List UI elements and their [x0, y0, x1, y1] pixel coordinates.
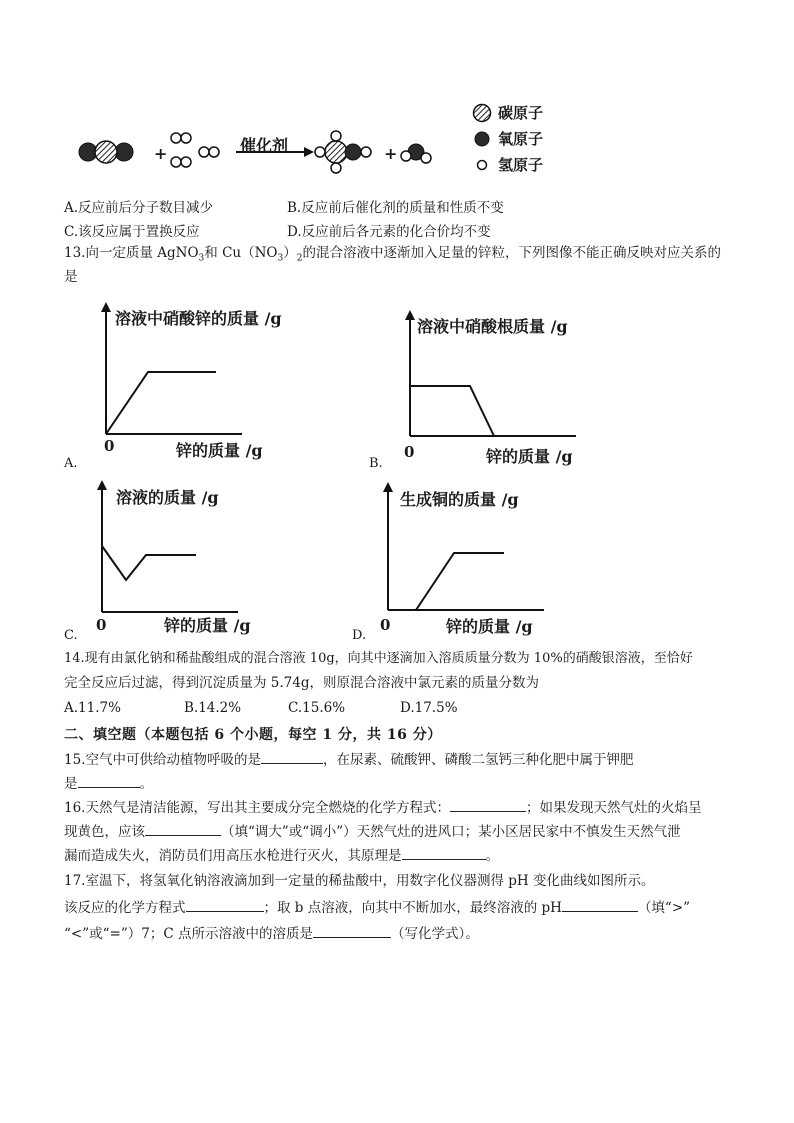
graph-a-xlabel: 锌的质量 /g: [176, 441, 263, 460]
q12-option-a: A.反应前后分子数目减少: [64, 200, 214, 216]
q14-stem-line1: 14.现有由氯化钠和稀盐酸组成的混合溶液 10g，向其中逐滴加入溶质质量分数为 10%的硝酸银溶液，至恰好: [64, 651, 693, 666]
q13-stem-line1: 13.向一定质量 AgNO$_3$和 $Cu(NO_3)_2$的混合溶液中逐渐加入足量的锌粒，下列图像不能正确反映对应关系的: [64, 245, 721, 264]
graph-a-ylabel: 溶液中硝酸锌的质量 /g: [115, 309, 282, 328]
graph-b-letter: B.: [369, 456, 383, 471]
hatched-circle-icon: [472, 103, 492, 123]
graph-b-curve: [410, 386, 494, 436]
graph-c-ylabel: 溶液的质量 /g: [116, 488, 219, 507]
catalyst-label: 催化剂: [240, 136, 289, 155]
q12-option-d: D.反应前后各元素的化合价均不变: [287, 224, 491, 240]
graph-a-origin: 0: [104, 437, 115, 455]
q16-line2: 现黄色，应该 （填“调大”或“调小”）天然气灶的进风口；某小区居民家中不慎发生天然气泄: [64, 824, 681, 840]
q16-line3: 漏而造成失火，消防员们用高压水枪进行灭火，其原理是 。: [64, 848, 499, 864]
graph-b-ylabel: 溶液中硝酸根质量 /g: [417, 317, 568, 336]
plus-sign-1: +: [154, 144, 168, 163]
q12-option-b: B.反应前后催化剂的质量和性质不变: [287, 200, 504, 216]
q12-option-c: C.该反应属于置换反应: [64, 224, 200, 240]
legend-hydrogen: [472, 154, 543, 175]
product-molecule-2: [401, 144, 431, 163]
q17-line3: “<”或“=”）7；C 点所示溶液中的溶质是 （写化学式）。: [64, 926, 479, 942]
q16-blank-1[interactable]: [450, 798, 526, 812]
graph-b-origin: 0: [404, 443, 415, 461]
legend-oxygen-label: 氧原子: [498, 130, 544, 148]
legend-carbon-label: 碳原子: [498, 104, 544, 122]
product-molecule-1: [315, 131, 371, 173]
q16-line1: 16.天然气是清洁能源，写出其主要成分完全燃烧的化学方程式： ；如果发现天然气灶的火焰呈: [64, 800, 702, 816]
graph-a-letter: A.: [64, 456, 78, 471]
legend-carbon: [472, 102, 543, 123]
q15-line1: 15.空气中可供给动植物呼吸的是 ，在尿素、硫酸钾、磷酸二氢钙三种化肥中属于钾肥: [64, 752, 634, 768]
q17-line1: 17.室温下，将氢氧化钠溶液滴加到一定量的稀盐酸中，用数字化仪器测得 pH 变化曲线如图所示。: [64, 873, 655, 889]
graph-c-curve: [102, 546, 196, 580]
q16-blank-3[interactable]: [402, 846, 486, 860]
q17-line2: 该反应的化学方程式 ；取 b 点溶液，向其中不断加水，最终溶液的 pH （填“>”: [64, 900, 691, 916]
reactant-molecule-1: [79, 141, 133, 163]
q17-blank-3[interactable]: [313, 924, 391, 938]
q16-blank-2[interactable]: [145, 822, 221, 836]
q14-option-d: D.17.5%: [400, 700, 458, 716]
q17-blank-1[interactable]: [186, 898, 264, 912]
graph-c-letter: C.: [64, 628, 78, 643]
q15-blank-2[interactable]: [78, 774, 140, 788]
q14-option-b: B.14.2%: [184, 700, 242, 716]
section-2-title: 二、填空题（本题包括 6 个小题，每空 1 分，共 16 分）: [64, 727, 442, 743]
q14-option-a: A.11.7%: [64, 700, 121, 716]
graph-a-curve: [106, 372, 216, 434]
graph-c-origin: 0: [96, 616, 107, 634]
graph-d-curve: [416, 553, 504, 610]
graph-b-xlabel: 锌的质量 /g: [486, 447, 573, 466]
graph-d-origin: 0: [380, 616, 391, 634]
graph-d-letter: D.: [352, 628, 367, 643]
graph-c-xlabel: 锌的质量 /g: [164, 616, 251, 635]
white-circle-icon: [472, 155, 492, 175]
q14-option-c: C.15.6%: [288, 700, 346, 716]
black-circle-icon: [472, 129, 492, 149]
q15-blank-1[interactable]: [261, 750, 323, 764]
legend-hydrogen-label: 氢原子: [498, 156, 544, 174]
graph-d-ylabel: 生成铜的质量 /g: [400, 490, 519, 509]
q15-line2: 是 。: [64, 776, 153, 792]
graph-d-xlabel: 锌的质量 /g: [446, 617, 533, 636]
q13-stem-line2: 是: [64, 269, 78, 285]
legend-oxygen: [472, 128, 543, 149]
plus-sign-2: +: [384, 144, 398, 163]
reactant-molecule-2: [171, 133, 219, 167]
q17-blank-2[interactable]: [562, 898, 638, 912]
q14-stem-line2: 完全反应后过滤，得到沉淀质量为 5.74g，则原混合溶液中氯元素的质量分数为: [64, 675, 539, 691]
